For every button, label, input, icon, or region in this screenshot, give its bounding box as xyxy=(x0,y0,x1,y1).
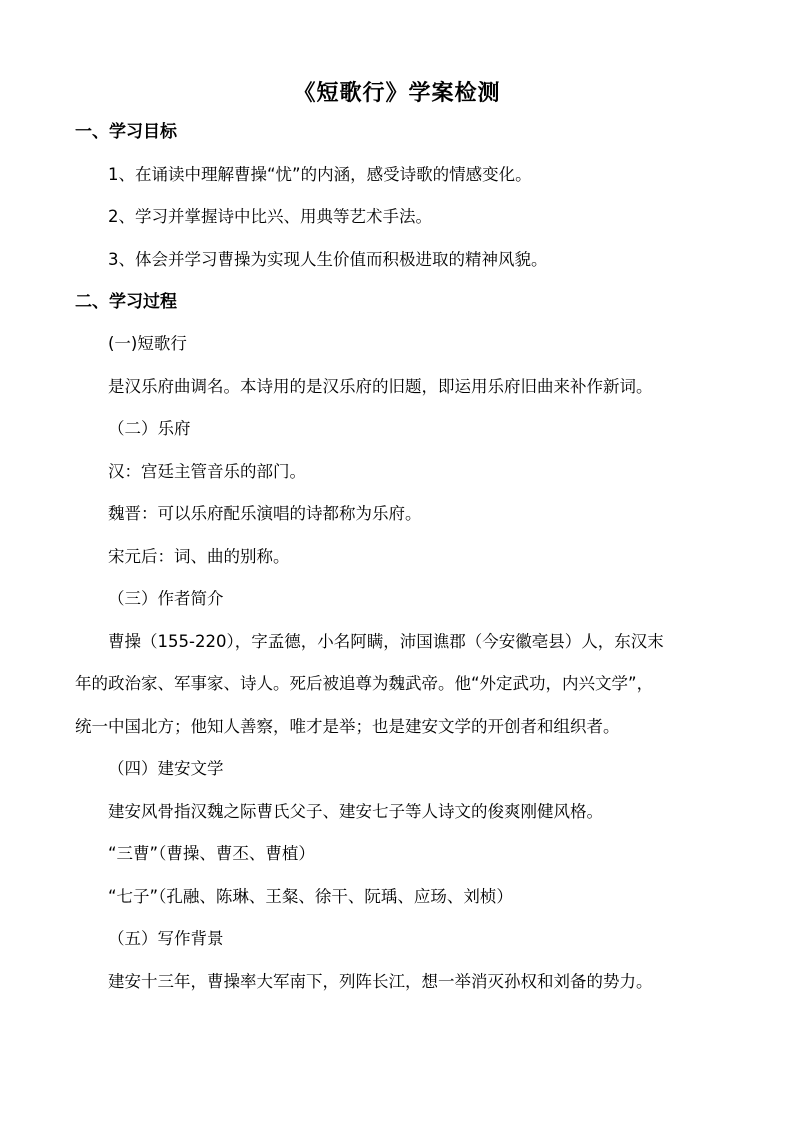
paragraph-line: 建安十三年，曹操率大军南下，列阵长江，想一举消灭孙权和刘备的势力。 xyxy=(108,972,653,991)
paragraph-line: 是汉乐府曲调名。本诗用的是汉乐府的旧题，即运用乐府旧曲来补作新词。 xyxy=(108,377,653,396)
objective-item-3: 3、体会并学习曹操为实现人生价值而积极进取的精神风貌。 xyxy=(108,250,548,269)
paragraph-line: 魏晋：可以乐府配乐演唱的诗都称为乐府。 xyxy=(108,504,422,523)
section-heading-process: 二、学习过程 xyxy=(75,292,177,312)
paragraph-line: “七子”（孔融、陈琳、王粲、徐干、阮瑀、应玚、刘桢） xyxy=(108,887,513,906)
subheading-duangexing: (一)短歌行 xyxy=(108,334,187,353)
paragraph-line: 曹操（155-220），字孟德，小名阿瞒，沛国谯郡（今安徽亳县）人，东汉末 xyxy=(108,632,664,651)
subheading-jianan: （四）建安文学 xyxy=(108,759,224,778)
paragraph-line: 建安风骨指汉魏之际曹氏父子、建安七子等人诗文的俊爽刚健风格。 xyxy=(108,802,603,821)
subheading-author: （三）作者简介 xyxy=(108,589,224,608)
paragraph-line: 统一中国北方；他知人善察，唯才是举；也是建安文学的开创者和组织者。 xyxy=(75,717,620,736)
paragraph-line: 汉：宫廷主管音乐的部门。 xyxy=(108,462,306,481)
section-heading-objectives: 一、学习目标 xyxy=(75,122,177,142)
page-title: 《短歌行》学案检测 xyxy=(293,81,501,106)
subheading-background: （五）写作背景 xyxy=(108,929,224,948)
subheading-yuefu: （二）乐府 xyxy=(108,419,191,438)
paragraph-line: 年的政治家、军事家、诗人。死后被追尊为魏武帝。他“外定武功，内兴文学”， xyxy=(75,674,654,693)
objective-item-1: 1、在诵读中理解曹操“忧”的内涵，感受诗歌的情感变化。 xyxy=(108,165,532,184)
paragraph-line: 宋元后：词、曲的别称。 xyxy=(108,547,290,566)
paragraph-line: “三曹”（曹操、曹丕、曹植） xyxy=(108,844,315,863)
objective-item-2: 2、学习并掌握诗中比兴、用典等艺术手法。 xyxy=(108,207,432,226)
